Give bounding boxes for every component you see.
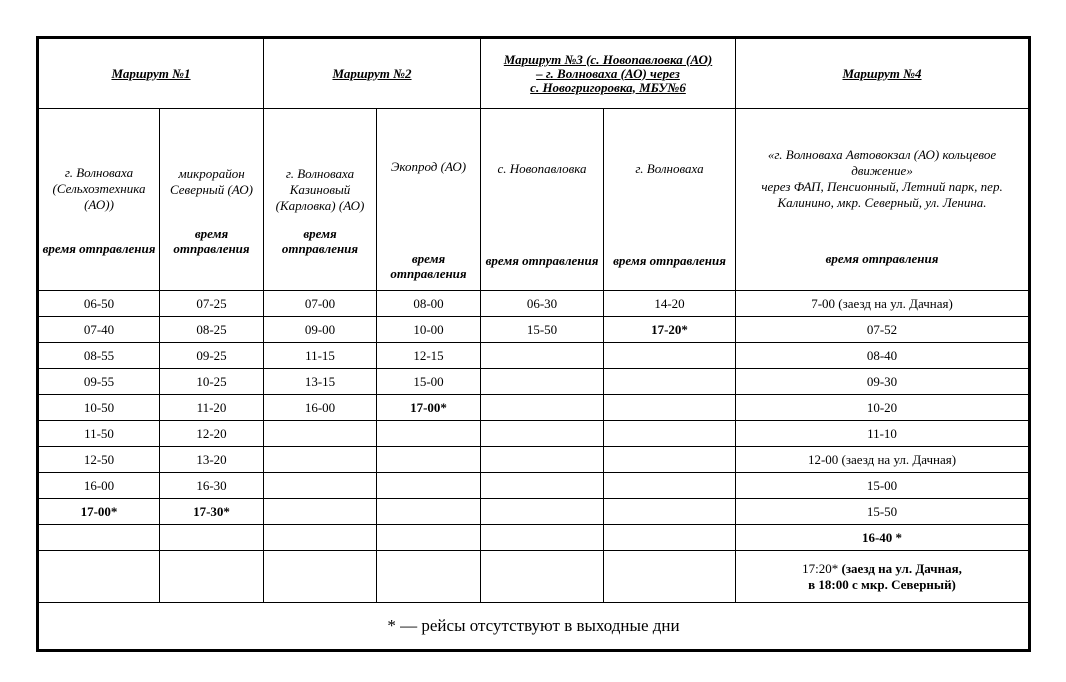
table-cell: 11-20 [160,395,264,421]
table-cell [481,343,604,369]
table-cell [481,499,604,525]
stop-name-2: микрорайон Северный (АО) [170,165,253,197]
table-cell: 07-40 [39,317,160,343]
table-row [39,499,1029,525]
schedule-body [39,291,1029,551]
table-cell [481,421,604,447]
stop-header-1 [39,109,160,291]
route-1-title: Маршрут №1 [111,65,191,81]
table-cell: 16-30 [160,473,264,499]
table-cell [604,395,736,421]
table-cell: 09-00 [264,317,377,343]
route-4-title: Маршрут №4 [842,65,922,81]
table-cell: 08-55 [39,343,160,369]
table-cell: 16-00 [264,395,377,421]
departure-label-2: время отправления [173,225,250,256]
table-cell [604,447,736,473]
route-3-title-line1: Маршрут №3 (с. Новопавловка (АО) [503,51,713,67]
table-cell [481,369,604,395]
stop-name-5: с. Новопавловка [497,161,587,176]
footnote-row [39,603,1029,650]
departure-label-4: время отправления [390,251,467,281]
table-row [39,317,1029,343]
last-row-note-line2: в 18:00 с мкр. Северный) [808,576,956,592]
table-cell [481,551,604,603]
table-cell: 07-25 [160,291,264,317]
route-header-row [39,39,1029,109]
table-cell: 13-15 [264,369,377,395]
table-row [39,395,1029,421]
table-cell: 15-00 [736,473,1029,499]
table-row [39,525,1029,551]
table-row [39,343,1029,369]
table-cell [377,525,481,551]
schedule-table [38,38,1029,650]
departure-label-3: время отправления [281,225,359,256]
last-row-time: 17:20* [802,560,839,576]
table-cell [264,551,377,603]
table-cell: 08-00 [377,291,481,317]
table-cell: 13-20 [160,447,264,473]
table-cell [481,395,604,421]
stop-name-3: г. Волноваха Казиновый (Карловка) (АО) [275,165,365,213]
table-cell [377,421,481,447]
table-cell [264,421,377,447]
table-cell [160,525,264,551]
table-cell [264,447,377,473]
table-cell [377,499,481,525]
table-cell [377,551,481,603]
table-cell: 16-40 * [736,525,1029,551]
table-row [39,291,1029,317]
stop-name-6: г. Волноваха [635,161,704,176]
stop-name-7-line1: «г. Волноваха Автовокзал (АО) кольцевое движение» [767,147,997,178]
last-row-route-4-cell [736,551,1029,603]
footnote-text: * — рейсы отсутствуют в выходные дни [387,616,680,635]
table-cell: 08-25 [160,317,264,343]
table-cell: 08-40 [736,343,1029,369]
table-cell: 17-20* [604,317,736,343]
table-cell: 17-30* [160,499,264,525]
footnote-cell [39,603,1029,650]
stop-name-4: Экопрод (АО) [390,159,467,174]
table-row [39,369,1029,395]
stop-header-7 [736,109,1029,291]
table-cell: 7-00 (заезд на ул. Дачная) [736,291,1029,317]
route-1-header [39,39,264,109]
table-cell [39,525,160,551]
table-cell: 09-55 [39,369,160,395]
departure-label-7: время отправления [825,251,939,266]
departure-label-6: время отправления [613,253,726,268]
table-cell: 16-00 [39,473,160,499]
table-cell [604,421,736,447]
route-2-header [264,39,481,109]
stop-header-5 [481,109,604,291]
stop-header-row [39,109,1029,291]
route-3-header [481,39,736,109]
table-cell: 07-52 [736,317,1029,343]
table-cell: 12-50 [39,447,160,473]
table-cell: 10-50 [39,395,160,421]
table-cell: 11-15 [264,343,377,369]
table-row [39,447,1029,473]
table-cell [481,525,604,551]
table-cell: 10-25 [160,369,264,395]
table-cell [481,473,604,499]
table-cell: 07-00 [264,291,377,317]
table-cell: 10-20 [736,395,1029,421]
table-cell: 17-00* [39,499,160,525]
table-cell [377,447,481,473]
table-cell: 12-20 [160,421,264,447]
route-4-header [736,39,1029,109]
table-cell [264,473,377,499]
table-cell [604,551,736,603]
table-cell [377,473,481,499]
table-cell: 14-20 [604,291,736,317]
table-cell [604,499,736,525]
departure-label-5: время отправления [485,253,599,268]
table-cell: 15-50 [736,499,1029,525]
table-cell: 17-00* [377,395,481,421]
table-cell [160,551,264,603]
table-cell: 06-30 [481,291,604,317]
stop-name-1: г. Волноваха (Сельхозтехника (АО)) [52,165,146,212]
table-cell: 09-25 [160,343,264,369]
stop-header-4 [377,109,481,291]
table-cell: 15-00 [377,369,481,395]
table-cell [604,525,736,551]
table-cell: 12-15 [377,343,481,369]
stop-name-7-line2: через ФАП, Пенсионный, Летний парк, пер. Калинино, мкр. Северный, ул. Ленина. [761,179,1003,210]
last-row [39,551,1029,603]
table-cell: 12-00 (заезд на ул. Дачная) [736,447,1029,473]
table-cell: 06-50 [39,291,160,317]
table-cell [604,343,736,369]
table-cell: 11-50 [39,421,160,447]
table-cell [481,447,604,473]
table-cell [264,525,377,551]
table-cell: 10-00 [377,317,481,343]
table-cell: 11-10 [736,421,1029,447]
route-2-title: Маршрут №2 [332,65,412,81]
table-row [39,421,1029,447]
table-cell [604,473,736,499]
stop-header-6 [604,109,736,291]
stop-header-3 [264,109,377,291]
route-3-title-line2: – г. Волноваха (АО) через [536,65,680,81]
table-cell [604,369,736,395]
table-cell: 15-50 [481,317,604,343]
table-cell: 09-30 [736,369,1029,395]
departure-label-1: время отправления [42,241,156,256]
table-cell [39,551,160,603]
table-cell [264,499,377,525]
route-3-title-line3: с. Новогригоровка, МБУ№6 [530,79,686,95]
last-row-note-line1: (заезд на ул. Дачная, [838,560,962,576]
stop-header-2 [160,109,264,291]
table-row [39,473,1029,499]
